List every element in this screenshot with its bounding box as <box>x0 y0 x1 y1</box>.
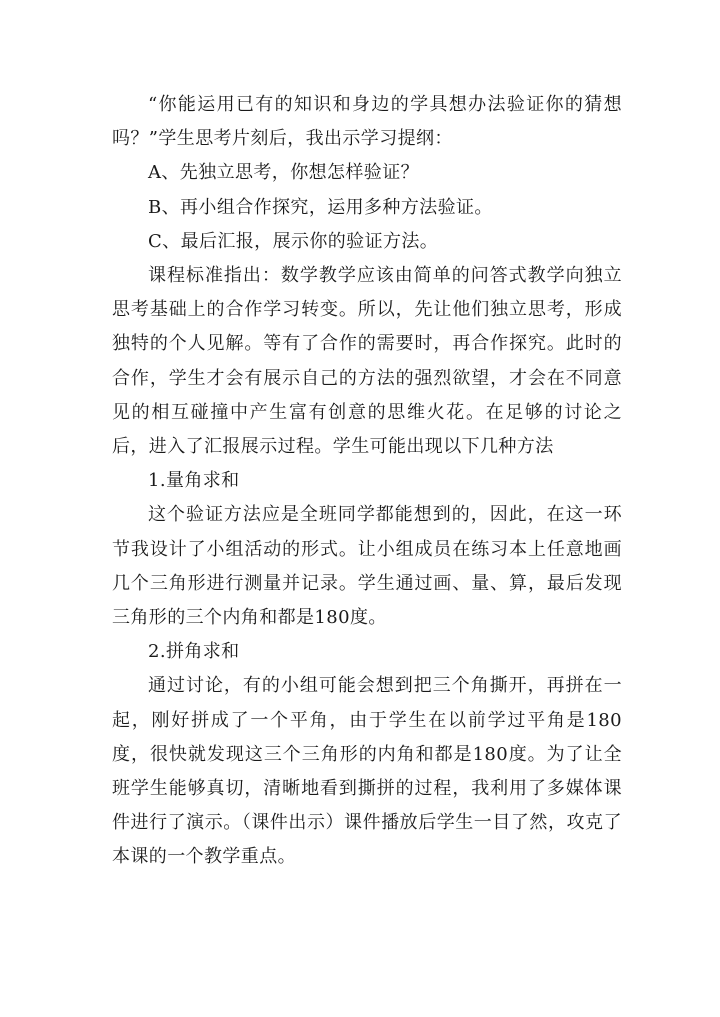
paragraph-measure-angles: 这个验证方法应是全班同学都能想到的，因此，在这一环节我设计了小组活动的形式。让小组成员在练习本上任意地画几个三角形进行测量并记录。学生通过画、量、算，最后发现三角形的三个内角和都是180度。 <box>112 504 622 629</box>
outline-item-a: A、先独立思考，你想怎样验证？ <box>148 162 419 184</box>
paragraph-question: “你能运用已有的知识和身边的学具想办法验证你的猜想吗？”学生思考片刻后，我出示学习提纲： <box>112 94 622 150</box>
outline-item-b: B、再小组合作探究，运用多种方法验证。 <box>148 196 493 218</box>
section-heading-join-angles: 2.拼角求和 <box>148 641 240 663</box>
outline-item-c: C、最后汇报，展示你的验证方法。 <box>148 230 439 252</box>
section-heading-measure-angles: 1.量角求和 <box>148 470 240 492</box>
document-page <box>112 88 622 875</box>
paragraph-curriculum-standard: 课程标准指出：数学教学应该由简单的问答式教学向独立思考基础上的合作学习转变。所以，先让他们独立思考，形成独特的个人见解。等有了合作的需要时，再合作探究。此时的合作，学生才会有展示自己的方法的强烈欲望，才会在不同意见的相互碰撞中产生富有创意的思维火花。在足够的讨论之后，进入了汇报展示过程。学生可能出现以下几种方法 <box>112 265 622 458</box>
paragraph-join-angles: 通过讨论，有的小组可能会想到把三个角撕开，再拼在一起，刚好拼成了一个平角，由于学生在以前学过平角是180度，很快就发现这三个三角形的内角和都是180度。为了让全班学生能够真切，清晰地看到撕拼的过程，我利用了多媒体课件进行了演示。（课件出示）课件播放后学生一目了然，攻克了本课的一个教学重点。 <box>112 675 622 868</box>
